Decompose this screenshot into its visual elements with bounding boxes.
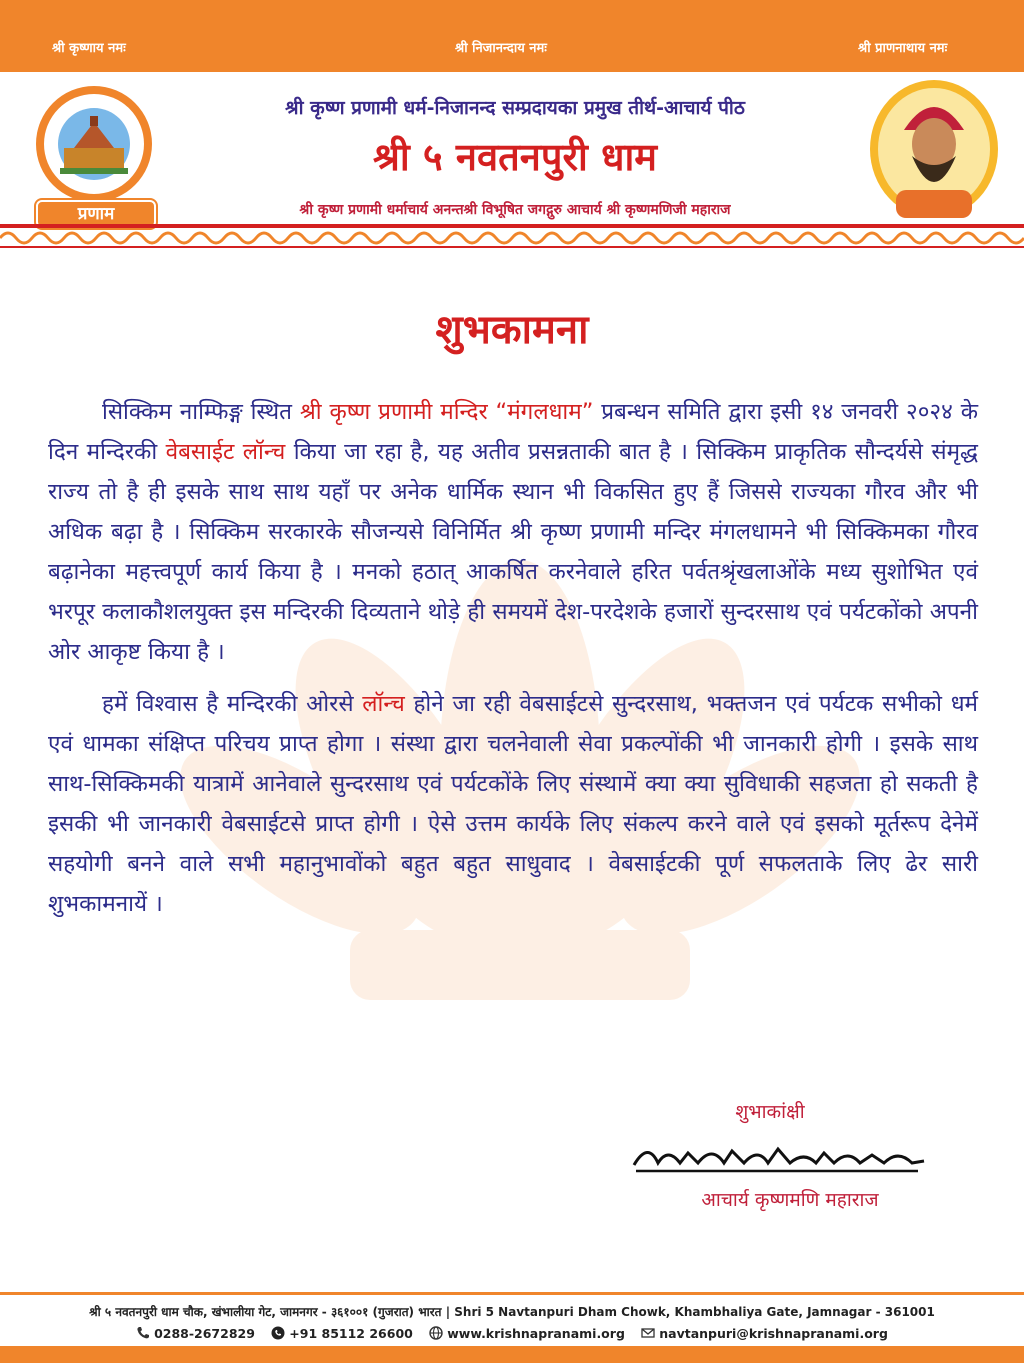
whatsapp-contact	[271, 1326, 417, 1341]
mantra-left: श्री कृष्णाय नमः	[52, 41, 126, 56]
email-link[interactable]: navtanpuri@krishnapranami.org	[659, 1326, 888, 1341]
website-contact[interactable]	[429, 1326, 629, 1341]
body-text: हमें विश्वास है मन्दिरकी ओरसे	[102, 691, 363, 717]
letter-title: शुभकामना	[435, 307, 589, 353]
letterhead	[0, 72, 1024, 232]
letter-body	[48, 392, 978, 936]
header-acharya-line: श्री कृष्ण प्रणामी धर्माचार्य अनन्तश्री विभूषित जगद्गुरु आचार्य श्री कृष्णमणिजी महाराज	[299, 202, 731, 218]
header-title: श्री ५ नवतनपुरी धाम	[372, 135, 658, 179]
signature-image	[628, 1135, 928, 1177]
highlighted-text: श्री कृष्ण प्रणामी मन्दिर “मंगलधाम”	[299, 399, 594, 425]
decorative-border	[0, 224, 1024, 250]
email-contact[interactable]	[641, 1326, 888, 1341]
website-link[interactable]: www.krishnapranami.org	[447, 1326, 625, 1341]
globe-icon	[429, 1326, 443, 1340]
signature-label: शुभाकांक्षी	[735, 1101, 805, 1123]
logo-stamp: प्रणाम	[36, 200, 156, 228]
highlighted-text: वेबसाईट लॉन्च	[165, 439, 286, 465]
body-text: प्रबन्धन समिति द्वारा इसी १४ जनवरी २०२४ के दिन मन्दिरकी	[48, 399, 978, 465]
mail-icon	[641, 1326, 655, 1340]
phone-number: 0288-2672829	[154, 1326, 255, 1341]
phone-icon	[136, 1326, 150, 1340]
body-text: होने जा रही वेबसाईटसे सुन्दरसाथ, भक्तजन एवं पर्यटक सभीको धर्म एवं धामका संक्षिप्त परिचय प्राप्त होगा । संस्था द्वारा चलनेवाली सेवा प्रकल्पोंकी भी जानकारी होगी । इसके साथ साथ-सिक्किमकी यात्रामें आनेवाले सुन्दरसाथ एवं पर्यटकोंके लिए संस्थामें क्या क्या सुविधाकी सहजता हो सकती है इसकी भी जानकारी वेबसाईटसे प्राप्त होगी । ऐसे उत्तम कार्यके लिए संकल्प करने वाले एवं इसको मूर्तरूप देनेमें सहयोगी बनने वाले सभी महानुभावोंको बहुत बहुत साधुवाद । वेबसाईटकी पूर्ण सफलताके लिए ढेर सारी शुभकामनायें ।	[48, 691, 979, 917]
mantra-center: श्री निजानन्दाय नमः	[455, 41, 547, 56]
phone-contact	[136, 1326, 259, 1341]
highlighted-text: लॉन्च	[362, 691, 405, 717]
body-text: सिक्किम नाम्फिङ्ग स्थित	[102, 399, 300, 425]
header-subtitle: श्री कृष्ण प्रणामी धर्म-निजानन्द सम्प्रदायका प्रमुख तीर्थ-आचार्य पीठ	[285, 97, 745, 119]
paragraph-1	[48, 392, 978, 672]
footer-address: श्री ५ नवतनपुरी धाम चौक, खंभालीया गेट, जामनगर - ३६१००१ (गुजरात) भारत | Shri 5 Navtanpuri Dham Chowk, Khambhaliya Gate, Jamnagar - 361001	[89, 1305, 935, 1319]
signature-name: आचार्य कृष्णमणि महाराज	[701, 1189, 879, 1211]
whatsapp-icon	[271, 1326, 285, 1340]
body-text: किया जा रहा है, यह अतीव प्रसन्नताकी बात है । सिक्किम प्राकृतिक सौन्दर्यसे संमृद्ध राज्य तो है ही इसके साथ साथ यहाँ पर अनेक धार्मिक स्थान भी विकसित हुए हैं जिससे राज्यका गौरव और भी अधिक बढ़ा है । सिक्किम सरकारके सौजन्यसे विनिर्मित श्री कृष्ण प्रणामी मन्दिर मंगलधामने भी सिक्किमका गौरव बढ़ानेका महत्त्वपूर्ण कार्य किया है । मनको हठात् आकर्षित करनेवाले हरित पर्वतश्रृंखलाओंके मध्य सुशोभित एवं भरपूर कलाकौशलयुक्त इस मन्दिरकी दिव्यताने थोड़े ही समयमें देश-परदेशके हजारों सुन्दरसाथ एवं पर्यटकोंको अपनी ओर आकृष्ट किया है ।	[48, 439, 979, 665]
top-bar	[0, 0, 1024, 72]
whatsapp-number: +91 85112 26600	[289, 1326, 413, 1341]
acharya-photo	[868, 78, 1000, 220]
paragraph-2	[48, 684, 978, 924]
footer-contacts	[0, 1326, 1024, 1341]
mantra-right: श्री प्राणनाथाय नमः	[858, 41, 948, 56]
bottom-bar	[0, 1346, 1024, 1363]
footer	[0, 1292, 1024, 1349]
